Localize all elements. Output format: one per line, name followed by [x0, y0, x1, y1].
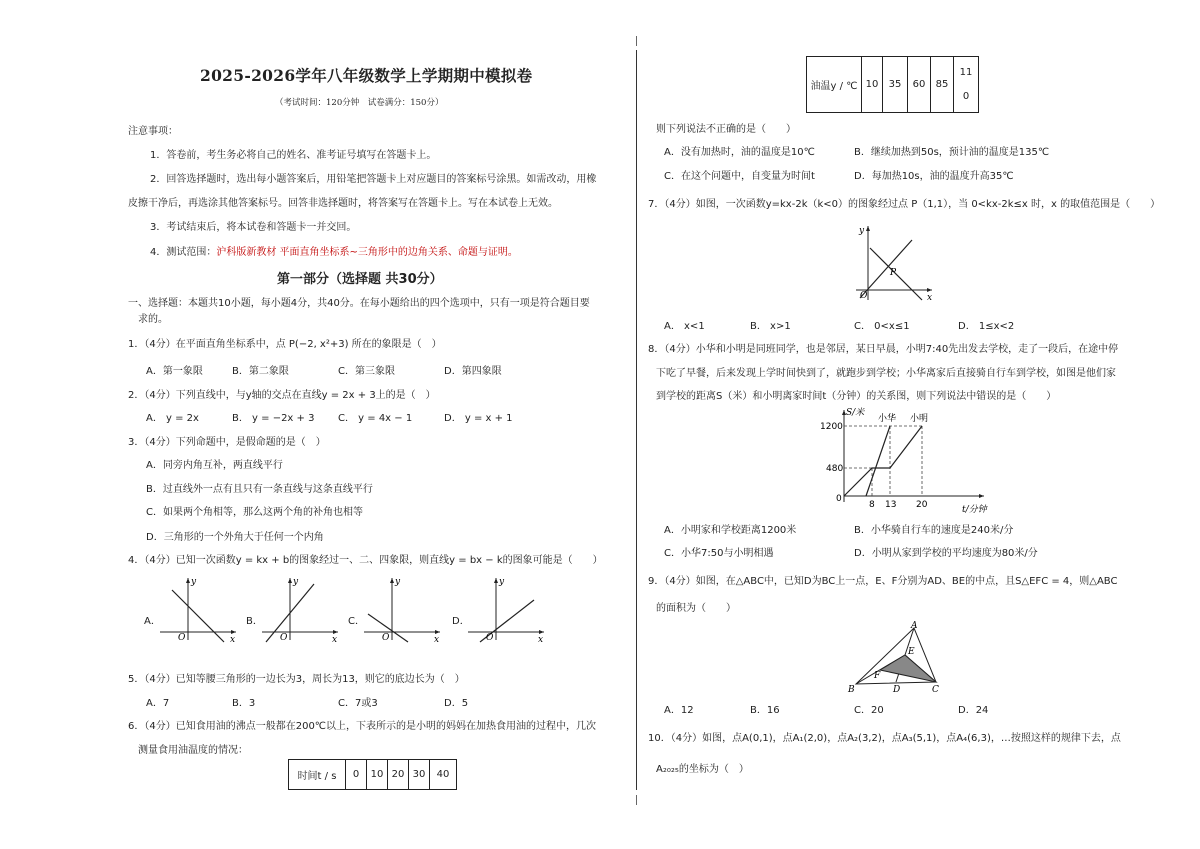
- page-title: 2025-2026学年八年级数学上学期期中模拟卷: [200, 66, 533, 85]
- q8-stem-b: 下吃了早餐，后来发现上学时间快到了，就跑步到学校；小华离家后直接骑自行车到学校，如图是他们家: [656, 368, 1116, 379]
- temp-cell-last: 11 0: [954, 57, 979, 113]
- y-tick-480: 480: [826, 464, 844, 474]
- q4c-origin-label: O: [382, 633, 390, 643]
- q1-option-b: B．第二象限: [232, 366, 289, 377]
- vertex-c-label: C: [932, 685, 939, 694]
- q4-graph-d: [466, 574, 548, 644]
- q8-stem-c: 到学校的距离S（米）和小明离家时间t（分钟）的关系图，则下列说法中错误的是（ ）: [656, 391, 1057, 402]
- temp-cell: 60: [908, 57, 931, 113]
- xiaoming-label: 小明: [910, 414, 929, 424]
- q4a-x-label: x: [230, 635, 236, 644]
- q7-option-c: C． 0<x≤1: [854, 321, 910, 332]
- q3-option-d: D．三角形的一个外角大于任何一个内角: [146, 532, 324, 543]
- q6-option-a: A．没有加热时，油的温度是10℃: [664, 147, 815, 158]
- q2-stem: 2．（4分）下列直线中，与y轴的交点在直线y = 2x + 3上的是（ ）: [128, 390, 436, 401]
- q3-option-c: C．如果两个角相等，那么这两个角的补角也相等: [146, 507, 363, 518]
- q7-graph: [850, 220, 940, 304]
- q5-option-a: A．7: [146, 698, 170, 709]
- divider-bottom: [636, 795, 637, 805]
- time-cell: 0: [346, 760, 367, 790]
- q4c-y-label: y: [395, 577, 401, 587]
- q6-time-table: [288, 759, 457, 790]
- section-intro-a: 一、选择题：本题共10小题，每小题4分，共40分。在每小题给出的四个选项中，只有一项是符合题目要: [128, 298, 590, 309]
- exam-subtitle: （考试时间：120分钟 试卷满分：150分）: [275, 98, 444, 108]
- xiaohua-label: 小华: [878, 414, 897, 424]
- section-intro-b: 求的。: [138, 314, 168, 325]
- temp-cell: 35: [883, 57, 908, 113]
- xiaoming-line: [844, 426, 922, 496]
- q4d-origin-label: O: [486, 633, 494, 643]
- q5-option-d: D．5: [444, 698, 469, 709]
- temp-cell: 85: [931, 57, 954, 113]
- note-2a: 2．回答选择题时，选出每小题答案后，用铅笔把答题卡上对应题目的答案标号涂黑。如需改动，用橡: [150, 174, 597, 185]
- q4d-y-label: y: [499, 577, 505, 587]
- q9-option-c: C．20: [854, 705, 884, 716]
- q4-graph-a: [158, 574, 240, 644]
- divider-top: [636, 36, 637, 46]
- q4-stem: 4．（4分）已知一次函数y = kx + b的图象经过一、二、四象限，则直线y = bx − k的图象可能是（ ）: [128, 555, 603, 566]
- q6-option-c: C．在这个问题中，自变量为时间t: [664, 171, 815, 182]
- part-one-heading: 第一部分（选择题 共30分）: [277, 272, 443, 287]
- q5-option-b: B．3: [232, 698, 256, 709]
- test-scope: 沪科版新教材 平面直角坐标系~三角形中的边角关系、命题与证明。: [216, 247, 518, 258]
- column-divider: [636, 50, 637, 790]
- time-cell: 40: [430, 760, 457, 790]
- point-d-label: D: [893, 685, 901, 694]
- point-f-label: F: [874, 671, 881, 681]
- temp-cell: 10: [862, 57, 883, 113]
- q4-option-c: C．: [348, 616, 365, 627]
- q3-option-a: A．同旁内角互补，两直线平行: [146, 460, 283, 471]
- q6-ask: 则下列说法不正确的是（ ）: [656, 124, 796, 135]
- y-tick-1200: 1200: [820, 422, 843, 432]
- q8-option-d: D．小明从家到学校的平均速度为80米/分: [854, 548, 1038, 559]
- q1-stem: 1．（4分）在平面直角坐标系中，点 P(−2, x²+3) 所在的象限是（ ）: [128, 339, 442, 350]
- q2-option-d: D． y = x + 1: [444, 413, 513, 424]
- q6-option-d: D．每加热10s，油的温度升高35℃: [854, 171, 1014, 182]
- q7-x-label: x: [927, 293, 933, 303]
- q7-point-p-label: P: [890, 268, 897, 278]
- q9-option-a: A．12: [664, 705, 694, 716]
- note-1: 1．答卷前，考生务必将自己的姓名、准考证号填写在答题卡上。: [150, 150, 437, 161]
- q7-option-b: B． x>1: [750, 321, 791, 332]
- q4b-origin-label: O: [280, 633, 288, 643]
- q4b-x-label: x: [332, 635, 338, 644]
- q4-option-b: B．: [246, 616, 263, 627]
- notes-heading: 注意事项：: [128, 126, 178, 137]
- q8-distance-time-chart: [814, 406, 1010, 516]
- time-cell: 20: [388, 760, 409, 790]
- q9-option-d: D．24: [958, 705, 989, 716]
- q2-option-c: C． y = 4x − 1: [338, 413, 413, 424]
- q9-option-b: B．16: [750, 705, 780, 716]
- q4d-x-label: x: [538, 635, 544, 644]
- q9-stem-b: 的面积为（ ）: [656, 603, 736, 614]
- q3-option-b: B．过直线外一点有且只有一条直线与这条直线平行: [146, 484, 373, 495]
- y-tick-0: 0: [836, 494, 842, 504]
- note-4: 4．测试范围：沪科版新教材 平面直角坐标系~三角形中的边角关系、命题与证明。: [150, 247, 518, 258]
- vertex-a-label: A: [911, 621, 918, 631]
- q5-stem: 5．（4分）已知等腰三角形的一边长为3，周长为13，则它的底边长为（ ）: [128, 674, 465, 685]
- q6-option-b: B．继续加热到50s，预计油的温度是135℃: [854, 147, 1050, 158]
- q8-option-c: C．小华7:50与小明相遇: [664, 548, 774, 559]
- t-axis-label: t/分钟: [962, 505, 987, 515]
- s-axis-label: S/米: [846, 408, 865, 418]
- q7-option-a: A． x<1: [664, 321, 705, 332]
- q7-option-d: D． 1≤x<2: [958, 321, 1015, 332]
- time-cell: 30: [409, 760, 430, 790]
- q5-option-c: C．7或3: [338, 698, 378, 709]
- q8-option-b: B．小华骑自行车的速度是240米/分: [854, 525, 1014, 536]
- triangle-efc-shaded: [880, 655, 936, 682]
- q7-stem: 7．（4分）如图，一次函数y=kx-2k（k<0）的图象经过点 P（1,1），当 0<kx-2k≤x 时，x 的取值范围是（ ）: [648, 199, 1161, 210]
- q9-triangle-figure: [844, 620, 948, 694]
- q6-temp-table: [806, 56, 979, 113]
- q10-stem-b: A₂₀₂₅的坐标为（ ）: [656, 764, 749, 775]
- time-label: 时间t / s: [289, 760, 346, 790]
- q1-option-c: C．第三象限: [338, 366, 395, 377]
- x-tick-13: 13: [885, 500, 897, 510]
- q6-stem-a: 6．（4分）已知食用油的沸点一般都在200℃以上，下表所示的是小明的妈妈在加热食用油的过程中，几次: [128, 721, 597, 732]
- q4a-origin-label: O: [178, 633, 186, 643]
- q1-option-d: D．第四象限: [444, 366, 502, 377]
- xiaohua-line: [866, 426, 890, 496]
- q7-origin-label: O: [860, 291, 868, 301]
- q10-stem-a: 10．（4分）如图，点A(0,1)，点A₁(2,0)，点A₂(3,2)，点A₃(5,1)，点A₄(6,3)，…按照这样的规律下去，点: [648, 733, 1121, 744]
- x-tick-20: 20: [916, 500, 928, 510]
- q4-option-d: D．: [452, 616, 470, 627]
- q4-graph-b: [260, 574, 342, 644]
- q8-option-a: A．小明家和学校距离1200米: [664, 525, 797, 536]
- q7-y-label: y: [859, 226, 865, 236]
- x-tick-8: 8: [869, 500, 875, 510]
- q4-option-a: A．: [144, 616, 161, 627]
- time-cell: 10: [367, 760, 388, 790]
- note-3: 3．考试结束后，将本试卷和答题卡一并交回。: [150, 222, 357, 233]
- point-e-label: E: [908, 647, 915, 657]
- q9-stem-a: 9．（4分）如图，在△ABC中，已知D为BC上一点，E、F分别为AD、BE的中点，且S△EFC = 4，则△ABC: [648, 576, 1118, 587]
- note-2b: 皮擦干净后，再选涂其他答案标号。回答非选择题时，将答案写在答题卡上。写在本试卷上无效。: [128, 198, 558, 209]
- q2-option-a: A． y = 2x: [146, 413, 199, 424]
- q4b-y-label: y: [293, 577, 299, 587]
- q4c-x-label: x: [434, 635, 440, 644]
- q4-graph-c: [362, 574, 444, 644]
- q2-option-b: B． y = −2x + 3: [232, 413, 315, 424]
- q6-stem-b: 测量食用油温度的情况：: [138, 745, 248, 756]
- q3-stem: 3．（4分）下列命题中，是假命题的是（ ）: [128, 437, 326, 448]
- q4a-y-label: y: [191, 577, 197, 587]
- vertex-b-label: B: [848, 685, 855, 694]
- q1-option-a: A．第一象限: [146, 366, 203, 377]
- q8-stem-a: 8．（4分）小华和小明是同班同学，也是邻居，某日早晨，小明7:40先出发去学校，走了一段后，在途中停: [648, 344, 1119, 355]
- temp-label: 油温y / ℃: [807, 57, 862, 113]
